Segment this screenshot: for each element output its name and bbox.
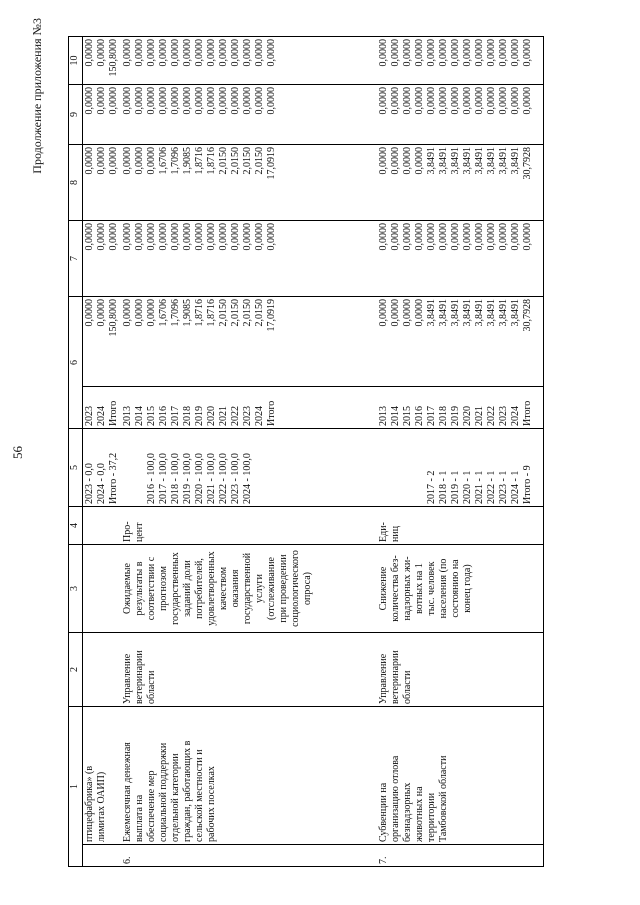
carryover-col8: 0,0000 0,0000 0,0000 <box>83 145 122 221</box>
header-col-6: 6 <box>69 297 83 429</box>
header-col-9: 9 <box>69 85 83 145</box>
row-executor: Управление ветеринарии области <box>121 633 315 707</box>
header-col-1: 1 <box>69 707 83 867</box>
row-col9: 0,0000 0,0000 0,0000 0,0000 0,0000 0,0000 0,0000 0,0000 0,0000 0,0000 0,0000 0,0000 0,0000 <box>121 85 315 145</box>
row-name: Ежемесячная денежная выплата на обеспечение мер социальной поддержки отдельной категории граждан, работающих в сельской местности и рабочих поселках <box>121 707 315 845</box>
row-col10: 0,0000 0,0000 0,0000 0,0000 0,0000 0,0000 0,0000 0,0000 0,0000 0,0000 0,0000 0,0000 0,0000 <box>121 37 315 85</box>
row-indicator: Снижение количества без- надзорных жи- вотных на 1 тыс. человек населения (по состоянию на конец года) <box>377 545 535 633</box>
header-col-5: 5 <box>69 429 83 507</box>
row-indicator: Ожидаемые результаты в соответствии с прогнозом государственных заданий доли потребителей, удовлетворенных качеством оказания государственной услуги (отслеживание при проведении социологического опроса) <box>121 545 315 633</box>
row-col6: 0,0000 0,0000 0,0000 0,0000 3,8491 3,8491 3,8491 3,8491 3,8491 3,8491 3,8491 3,8491 30,7928 <box>377 297 535 387</box>
table-bottom <box>535 37 544 867</box>
header-col-3: 3 <box>69 545 83 633</box>
continuation-label: Продолжение приложения №3 <box>30 18 44 174</box>
carryover-col10: 0,0000 0,0000 150,8000 <box>83 37 122 85</box>
row-executor: Управление ветеринарии области <box>377 633 535 707</box>
row-unit: Еди- ниц <box>377 507 535 545</box>
header-col-10: 10 <box>69 37 83 85</box>
page-number: 56 <box>10 446 25 459</box>
row-col7: 0,0000 0,0000 0,0000 0,0000 0,0000 0,0000 0,0000 0,0000 0,0000 0,0000 0,0000 0,0000 0,0000 <box>121 221 315 297</box>
header-col-4: 4 <box>69 507 83 545</box>
header-col-8: 8 <box>69 145 83 221</box>
row-name: Субвенции на организацию отлова безнадзорных животных на территории Тамбовской области <box>377 707 535 845</box>
table-row <box>377 37 535 867</box>
row-col8: 0,0000 0,0000 0,0000 0,0000 3,8491 3,8491 3,8491 3,8491 3,8491 3,8491 3,8491 3,8491 30,7928 <box>377 145 535 221</box>
program-table <box>68 36 544 867</box>
header-col-7: 7 <box>69 221 83 297</box>
row-col6: 0,0000 0,0000 0,0000 1,6706 1,7096 1,9085 1,8716 1,8716 2,0150 2,0150 2,0150 2,0150 17,0919 <box>121 297 315 387</box>
row-col5: 2017 - 2 2018 - 1 2019 - 1 2020 - 1 2021 - 1 2022 - 1 2023 - 1 2024 - 1 Итого - 9 <box>377 429 535 507</box>
row-number: 7. <box>377 845 535 867</box>
row-col10: 0,0000 0,0000 0,0000 0,0000 0,0000 0,0000 0,0000 0,0000 0,0000 0,0000 0,0000 0,0000 0,0000 <box>377 37 535 85</box>
carryover-col6: 0,0000 0,0000 150,8000 <box>83 297 122 387</box>
carryover-name: птицефабрика» (в лимитах ОАИП) <box>83 707 122 845</box>
row-spacer <box>315 37 377 867</box>
row-years: 2013 2014 2015 2016 2017 2018 2019 2020 2021 2022 2023 2024 Итого <box>378 400 533 426</box>
row-number: 6. <box>121 845 315 867</box>
row-col9: 0,0000 0,0000 0,0000 0,0000 0,0000 0,0000 0,0000 0,0000 0,0000 0,0000 0,0000 0,0000 0,0000 <box>377 85 535 145</box>
table-row <box>121 37 315 867</box>
carryover-years: 2023 2024 Итого <box>84 400 119 426</box>
row-col7: 0,0000 0,0000 0,0000 0,0000 0,0000 0,0000 0,0000 0,0000 0,0000 0,0000 0,0000 0,0000 0,0000 <box>377 221 535 297</box>
carryover-row <box>83 37 122 867</box>
carryover-col9: 0,0000 0,0000 0,0000 <box>83 85 122 145</box>
carryover-col5: 2023 - 0,0 2024 - 0,0 Итого - 37,2 <box>83 429 122 507</box>
row-col5: 2016 - 100,0 2017 - 100,0 2018 - 100,0 2019 - 100,0 2020 - 100,0 2021 - 100,0 2022 - 100,0 2023 - 100,0 2024 - 100,0 <box>121 429 315 507</box>
carryover-col7: 0,0000 0,0000 0,0000 <box>83 221 122 297</box>
row-years: 2013 2014 2015 2016 2017 2018 2019 2020 2021 2022 2023 2024 Итого <box>122 400 277 426</box>
row-unit: Про- цент <box>121 507 315 545</box>
header-col-2: 2 <box>69 633 83 707</box>
header-row <box>69 37 83 867</box>
row-col8: 0,0000 0,0000 0,0000 1,6706 1,7096 1,9085 1,8716 1,8716 2,0150 2,0150 2,0150 2,0150 17,0919 <box>121 145 315 221</box>
